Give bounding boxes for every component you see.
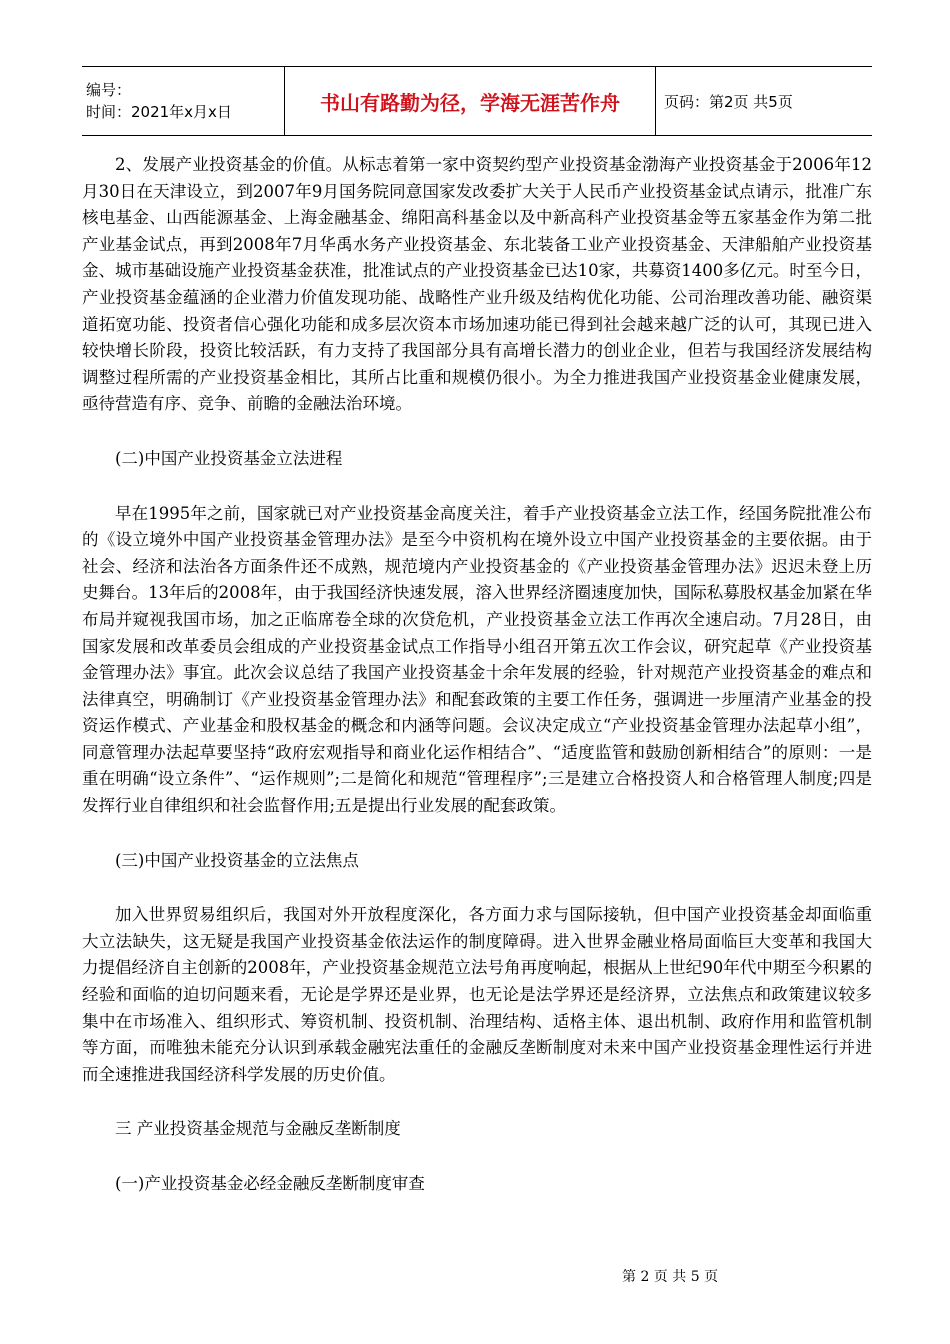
time-label: 时间：2021年x月x日 [86, 103, 232, 121]
paragraph-legislation-process: 早在1995年之前，国家就已对产业投资基金高度关注，着手产业投资基金立法工作，经国务院批准公布的《设立境外中国产业投资基金管理办法》是至今中资机构在境外设立中国产业投资基金的主要依据。由于社会、经济和法治各方面条件还不成熟，规范境内产业投资基金的《产业投资基金管理办法》迟迟未登上历史舞台。13年后的2008年，由于我国经济快速发展，溶入世界经济圈速度加快，国际私募股权基金加紧在华布局并窥视我国市场，加之正临席卷全球的次贷危机，产业投资基金立法工作再次全速启动。7月28日，由国家发展和改革委员会组成的产业投资基金试点工作指导小组召开第五次工作会议，研究起草《产业投资基金管理办法》事宜。此次会议总结了我国产业投资基金十余年发展的经验，针对规范产业投资基金的难点和法律真空，明确制订《产业投资基金管理办法》和配套政策的主要工作任务，强调进一步厘清产业基金的投资运作模式、产业基金和股权基金的概念和内涵等问题。会议决定成立“产业投资基金管理办法起草小组”，同意管理办法起草要坚持“政府宏观指导和商业化运作相结合”、“适度监管和鼓励创新相结合”的原则：一是重在明确“设立条件”、“运作规则”;二是简化和规范“管理程序”;三是建立合格投资人和合格管理人制度;四是发挥行业自律组织和社会监督作用;五是提出行业发展的配套政策。 [82, 503, 872, 816]
page-footer: 第 2 页 共 5 页 [622, 1269, 719, 1285]
header-motto: 书山有路勤为径，学海无涯苦作舟 [285, 67, 656, 135]
document-body [82, 152, 872, 1198]
section-heading-legislation-process: (二)中国产业投资基金立法进程 [115, 448, 343, 468]
paragraph-value: 2、发展产业投资基金的价值。从标志着第一家中资契约型产业投资基金渤海产业投资基金于2006年12月30日在天津设立，到2007年9月国务院同意国家发改委扩大关于人民币产业投资基金试点请示，批准广东核电基金、山西能源基金、上海金融基金、绵阳高科基金以及中新高科产业投资基金等五家基金作为第二批产业基金试点，再到2008年7月华禹水务产业投资基金、东北装备工业产业投资基金、天津船舶产业投资基金、城市基础设施产业投资基金获准，批准试点的产业投资基金已达10家，共募资1400多亿元。时至今日，产业投资基金蕴涵的企业潜力价值发现功能、战略性产业升级及结构优化功能、公司治理改善功能、融资渠道拓宽功能、投资者信心强化功能和成多层次资本市场加速功能已得到社会越来越广泛的认可，其现已进入较快增长阶段，投资比较活跃，有力支持了我国部分具有高增长潜力的创业企业，但若与我国经济发展结构调整过程所需的产业投资基金相比，其所占比重和规模仍很小。为全力推进我国产业投资基金业健康发展，亟待营造有序、竞争、前瞻的金融法治环境。 [82, 155, 872, 414]
number-label: 编号： [86, 81, 132, 99]
header-meta [82, 67, 285, 135]
subsection-heading-antitrust-review: (一)产业投资基金必经金融反垄断制度审查 [115, 1174, 425, 1193]
section-heading-antitrust: 三 产业投资基金规范与金融反垄断制度 [115, 1119, 401, 1139]
section-heading-legislation-focus: (三)中国产业投资基金的立法焦点 [115, 850, 359, 870]
header-page-label: 页码：第2页 共5页 [664, 92, 793, 111]
page-header [82, 66, 872, 136]
paragraph-legislation-focus: 加入世界贸易组织后，我国对外开放程度深化，各方面力求与国际接轨，但中国产业投资基金却面临重大立法缺失，这无疑是我国产业投资基金依法运作的制度障碍。进入世界金融业格局面临巨大变革和我国大力提倡经济自主创新的2008年，产业投资基金规范立法号角再度响起，根据从上世纪90年代中期至今积累的经验和面临的迫切问题来看，无论是学界还是业界，也无论是法学界还是经济界，立法焦点和政策建议较多集中在市场准入、组织形式、筹资机制、投资机制、治理结构、适格主体、退出机制、政府作用和监管机制等方面，而唯独未能充分认识到承载金融宪法重任的金融反垄断制度对未来中国产业投资基金理性运行并进而全速推进我国经济科学发展的历史价值。 [82, 905, 872, 1084]
